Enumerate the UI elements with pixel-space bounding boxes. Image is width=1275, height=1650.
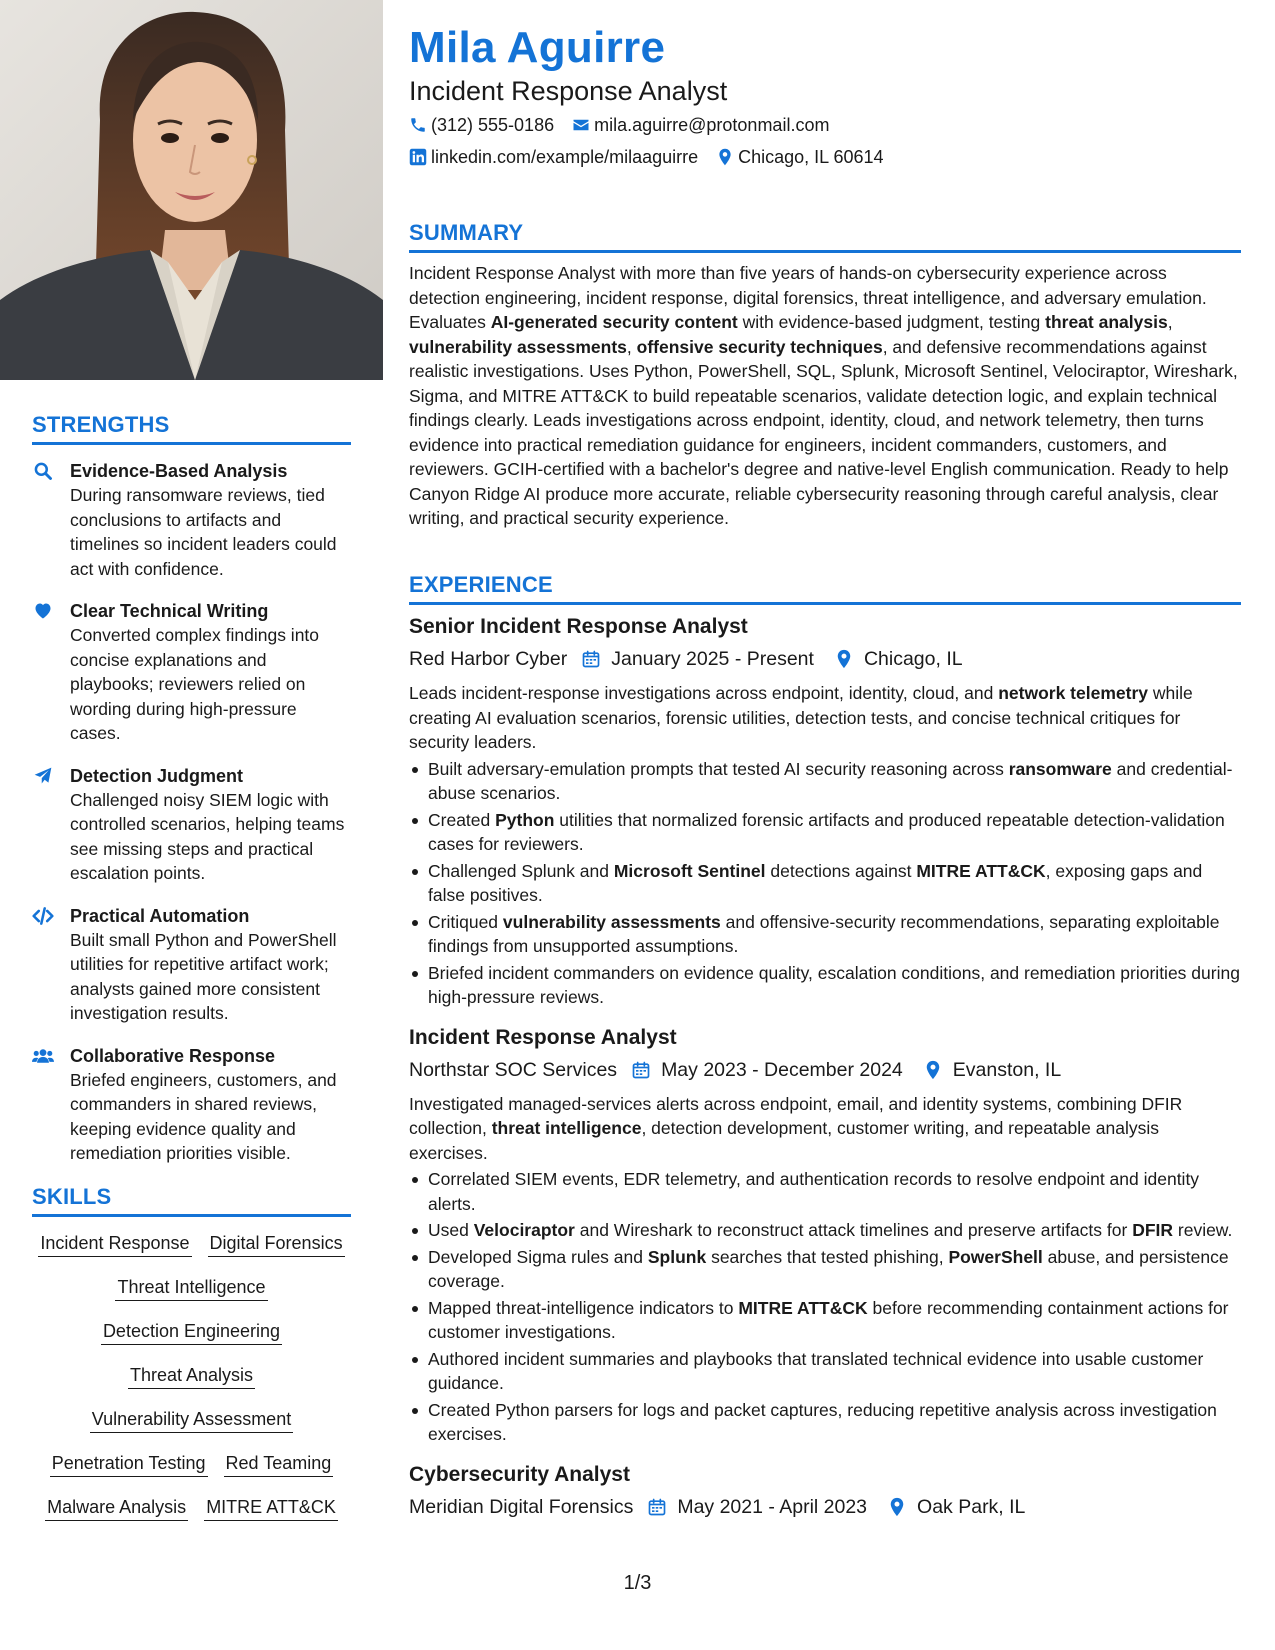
bullet-item [409, 859, 1241, 908]
job-meta [409, 645, 1241, 673]
job-meta [409, 1493, 1241, 1521]
strength-item [32, 764, 351, 886]
text-segment: , exposing gaps and false positives. [428, 860, 1203, 905]
phone-icon [409, 116, 431, 134]
phone-contact[interactable] [409, 113, 554, 137]
job-bullets [409, 1167, 1241, 1447]
linkedin-icon [409, 148, 431, 166]
text-segment: Built adversary-emulation prompts that tested AI security reasoning across [428, 758, 1009, 779]
text-segment: utilities that normalized forensic artifacts and produced repeatable detection-validation cases for reviewers. [428, 809, 1225, 854]
email-contact[interactable] [572, 113, 829, 137]
summary-text [409, 261, 1241, 531]
bold-text: Splunk [647, 1246, 707, 1267]
bullet-item [409, 1167, 1241, 1216]
skill-tag: Detection Engineering [101, 1319, 282, 1345]
job-location: Oak Park, IL [917, 1495, 1026, 1518]
bullet-item [409, 808, 1241, 857]
calendar-icon [617, 1060, 661, 1080]
linkedin-text: linkedin.com/example/milaaguirre [431, 147, 699, 167]
job-entry [409, 1024, 1241, 1447]
bullet-item [409, 1245, 1241, 1294]
text-segment: , [626, 336, 637, 357]
skill-tag: Penetration Testing [50, 1451, 208, 1477]
job-description [409, 681, 1241, 755]
skills-section [32, 1184, 351, 1521]
bold-text: MITRE ATT&CK [738, 1297, 868, 1318]
text-segment: and offensive-security recommendations, separating exploitable findings from unsupported assumptions. [428, 911, 1220, 956]
text-segment: Developed Sigma rules and [428, 1246, 648, 1267]
bold-text: threat intelligence [491, 1118, 642, 1138]
skill-tag: Digital Forensics [208, 1231, 345, 1257]
linkedin-contact[interactable] [409, 145, 698, 169]
text-segment: Leads incident-response investigations across endpoint, identity, cloud, and [409, 683, 999, 703]
paper-plane-icon [32, 766, 54, 786]
candidate-role: Incident Response Analyst [409, 76, 728, 106]
bold-text: Velociraptor [473, 1220, 575, 1240]
contact-row-2 [409, 145, 902, 169]
job-location: Evanston, IL [952, 1058, 1062, 1081]
skill-tag: Threat Intelligence [115, 1275, 267, 1301]
job-entry [409, 613, 1241, 1010]
bold-text: vulnerability assessments [502, 911, 721, 932]
users-icon [32, 1046, 54, 1066]
strength-text: Challenged noisy SIEM logic with controlled scenarios, helping teams see missing steps and practical escalation points. [70, 789, 345, 883]
bullet-item [409, 1218, 1241, 1243]
skill-tag: MITRE ATT&CK [204, 1495, 338, 1521]
code-icon [32, 906, 54, 926]
text-segment: searches that tested phishing, [706, 1246, 949, 1267]
job-title: Incident Response Analyst [409, 1025, 677, 1049]
strength-title: Collaborative Response [70, 1045, 276, 1066]
text-segment: Investigated managed-services alerts across endpoint, email, and identity systems, combining DFIR collection, [409, 1093, 1183, 1138]
location-text: Chicago, IL 60614 [738, 147, 884, 167]
bullet-item [409, 1296, 1241, 1345]
skill-tag: Incident Response [38, 1231, 191, 1257]
strength-text: Built small Python and PowerShell utilities for repetitive artifact work; analysts gained more consistent investigation results. [70, 929, 337, 1023]
summary-heading: SUMMARY [409, 220, 1241, 253]
calendar-icon [567, 649, 611, 669]
strength-item [32, 1044, 351, 1166]
bold-text: vulnerability assessments [409, 336, 627, 357]
job-company: Northstar SOC Services [409, 1058, 618, 1081]
text-segment: detections against [765, 860, 917, 881]
bullet-item [409, 1398, 1241, 1447]
text-segment: , [1167, 312, 1173, 332]
contact-row-1 [409, 113, 847, 137]
strength-text: Converted complex findings into concise explanations and playbooks; reviewers relied on wording during high-pressure cases. [70, 625, 320, 743]
bold-text: offensive security techniques [636, 336, 883, 357]
strength-text: Briefed engineers, customers, and commanders in shared reviews, keeping evidence quality and remediation priorities visible. [70, 1069, 337, 1163]
skill-tag: Malware Analysis [45, 1495, 188, 1521]
bold-text: ransomware [1008, 758, 1112, 779]
strength-item [32, 904, 351, 1026]
strength-text: During ransomware reviews, tied conclusions to artifacts and timelines so incident leaders could act with confidence. [70, 485, 337, 579]
sidebar [0, 0, 383, 1650]
job-meta [409, 1056, 1241, 1084]
text-segment: and Wireshark to reconstruct attack timelines and preserve artifacts for [574, 1220, 1133, 1240]
text-segment: , detection development, customer writing, and repeatable analysis exercises. [409, 1118, 1159, 1163]
experience-section [409, 572, 1241, 1529]
bullet-item [409, 757, 1241, 806]
text-segment: Incident Response Analyst with more than five years of hands-on cybersecurity experience across detection engineering, incident response, digital forensics, threat intelligence, and adversary emulation. Evaluates [409, 263, 1207, 332]
map-pin-icon [903, 1060, 953, 1080]
skill-tag: Threat Analysis [128, 1363, 255, 1389]
envelope-icon [572, 116, 594, 134]
job-title: Senior Incident Response Analyst [409, 615, 748, 638]
skills-heading: SKILLS [32, 1184, 351, 1217]
text-segment: before recommending containment actions for customer investigations. [428, 1297, 1229, 1342]
calendar-icon [633, 1497, 677, 1517]
bold-text: network telemetry [998, 683, 1148, 703]
strength-title: Practical Automation [70, 905, 250, 926]
bold-text: PowerShell [948, 1246, 1043, 1267]
jobs-list [409, 613, 1241, 1521]
strengths-list [32, 459, 351, 1166]
bullet-item [409, 910, 1241, 959]
job-entry [409, 1461, 1241, 1521]
bold-text: Python [495, 809, 555, 830]
text-segment: , and defensive recommendations against realistic investigations. Uses Python, PowerShell, SQL, Splunk, Microsoft Sentinel, Velociraptor, Wireshark, Sigma, and MITRE ATT&CK to build repeatable scenarios, validate detection logic, and explain technical findings clearly. Leads investigations across endpoint, identity, cloud, and network telemetry, then turns evidence into practical remediation guidance for engineers, incident commanders, customers, and reviewers. GCIH-certified with a bachelor's degree and native-level English communication. Ready to help Canyon Ridge AI produce more accurate, reliable cybersecurity reasoning through careful analysis, clear writing, and practical security experience. [409, 336, 1238, 528]
experience-heading: EXPERIENCE [409, 572, 1241, 605]
text-segment: Critiqued [428, 911, 503, 932]
page-number: 1/3 [623, 1572, 652, 1594]
text-segment: Used [428, 1220, 474, 1240]
map-pin-icon [814, 649, 864, 669]
email-text: mila.aguirre@protonmail.com [594, 115, 830, 135]
text-segment: Authored incident summaries and playbooks that translated technical evidence into usable customer guidance. [428, 1348, 1204, 1393]
bold-text: Microsoft Sentinel [613, 860, 766, 881]
sidebar-content [32, 412, 351, 1521]
summary-section [409, 220, 1241, 531]
candidate-name: Mila Aguirre [409, 23, 666, 72]
text-segment: Mapped threat-intelligence indicators to [428, 1297, 739, 1318]
bullet-item [409, 961, 1241, 1010]
text-segment: with evidence-based judgment, testing [737, 312, 1046, 332]
phone-text: (312) 555-0186 [431, 115, 555, 135]
text-segment: Briefed incident commanders on evidence quality, escalation conditions, and remediation priorities during high-pressure reviews. [428, 962, 1240, 1007]
bullet-item [409, 1347, 1241, 1396]
bold-text: MITRE ATT&CK [916, 860, 1046, 881]
search-icon [32, 461, 54, 481]
text-segment: review. [1173, 1220, 1233, 1240]
job-dates: May 2023 - December 2024 [661, 1058, 903, 1081]
job-location: Chicago, IL [863, 648, 963, 670]
text-segment: and credential-abuse scenarios. [428, 758, 1233, 803]
profile-photo [0, 0, 383, 380]
location-contact [716, 145, 883, 169]
strength-item [32, 599, 351, 746]
strength-title: Clear Technical Writing [70, 601, 269, 621]
text-segment: Correlated SIEM events, EDR telemetry, and authentication records to resolve endpoint and identity alerts. [428, 1169, 1200, 1214]
strength-item [32, 459, 351, 581]
bold-text: threat analysis [1045, 312, 1168, 332]
skills-list [32, 1231, 351, 1521]
text-segment: Created [428, 809, 496, 830]
job-bullets [409, 757, 1241, 1010]
strength-title: Evidence-Based Analysis [70, 461, 288, 481]
job-dates: January 2025 - Present [611, 648, 814, 670]
strength-title: Detection Judgment [70, 765, 244, 786]
skill-tag: Red Teaming [224, 1451, 334, 1477]
job-company: Meridian Digital Forensics [409, 1495, 634, 1518]
text-segment: Challenged Splunk and [428, 860, 614, 881]
bold-text: DFIR [1132, 1220, 1174, 1240]
heart-icon [32, 601, 54, 621]
map-pin-icon [716, 148, 738, 166]
text-segment: while creating AI evaluation scenarios, forensic utilities, detection tests, and concise technical critiques for security leaders. [409, 683, 1193, 752]
skill-tag: Vulnerability Assessment [90, 1407, 293, 1433]
job-dates: May 2021 - April 2023 [677, 1495, 868, 1518]
job-description [409, 1092, 1241, 1166]
text-segment: Created Python parsers for logs and packet captures, reducing repetitive analysis across investigation exercises. [428, 1399, 1217, 1444]
map-pin-icon [867, 1497, 917, 1517]
job-title: Cybersecurity Analyst [409, 1462, 630, 1486]
job-company: Red Harbor Cyber [409, 648, 568, 670]
strengths-heading: STRENGTHS [32, 412, 351, 445]
bold-text: AI-generated security content [490, 312, 738, 332]
text-segment: abuse, and persistence coverage. [428, 1246, 1229, 1291]
